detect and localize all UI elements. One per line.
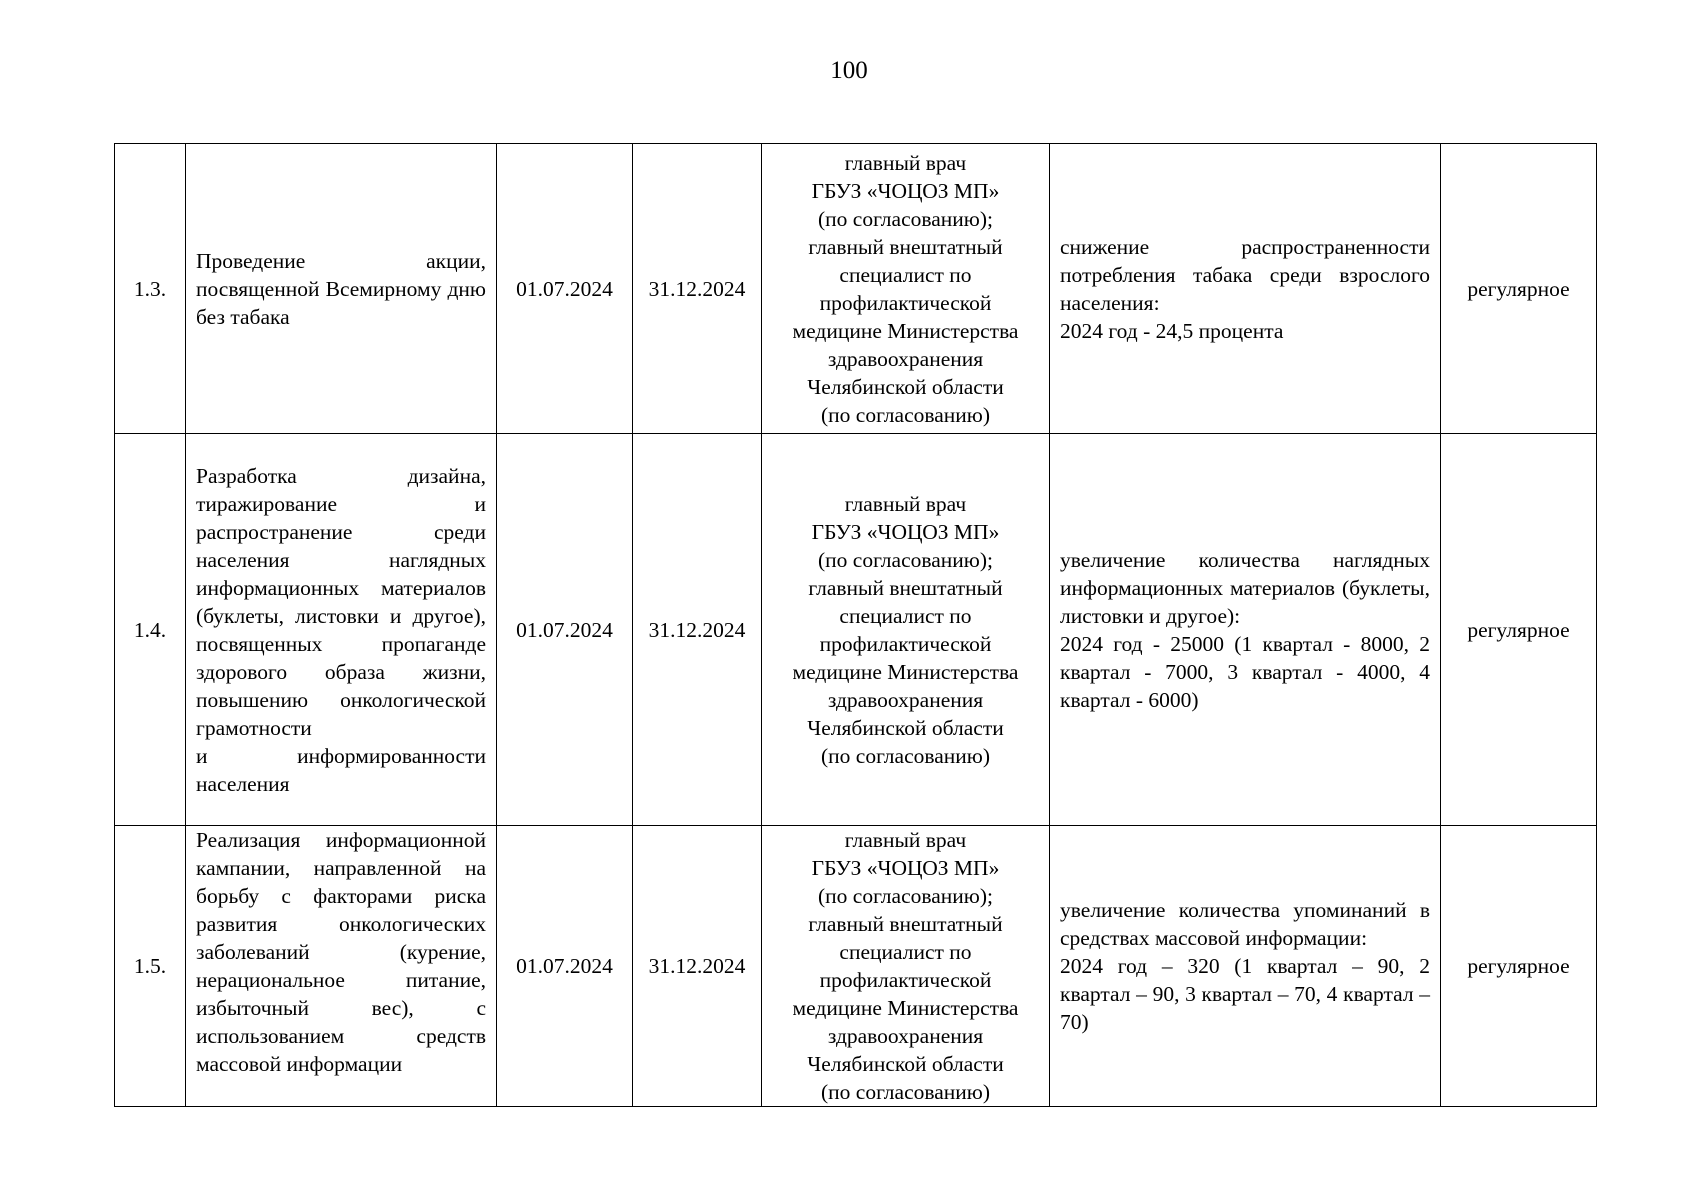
end-date: 31.12.2024 xyxy=(633,434,762,826)
responsible-line: ГБУЗ «ЧОЦОЗ МП» xyxy=(811,856,1000,880)
table-row xyxy=(115,826,1597,1107)
end-date: 31.12.2024 xyxy=(633,826,762,1107)
responsible-line: главный внештатный xyxy=(808,912,1003,936)
responsible-line: (по согласованию); xyxy=(818,547,993,572)
responsible-line: (по согласованию); xyxy=(818,884,993,908)
responsible-line: главный врач xyxy=(844,828,967,852)
responsible-cell xyxy=(762,826,1050,1107)
responsible-line: профилактической xyxy=(819,290,992,315)
activity-kind: регулярное xyxy=(1441,434,1597,826)
expected-result: снижение распространенности потребления табака среди взрослого населения: 2024 год - 24,5 процента xyxy=(1050,144,1441,434)
table-row xyxy=(115,144,1597,434)
page-number: 100 xyxy=(830,57,868,84)
activity-kind: регулярное xyxy=(1441,144,1597,434)
responsible-line: медицине Министерства xyxy=(792,996,1019,1020)
responsible-line: (по согласованию); xyxy=(818,206,993,231)
end-date: 31.12.2024 xyxy=(633,144,762,434)
responsible-line: (по согласованию) xyxy=(820,402,991,427)
responsible-line: Челябинской области xyxy=(807,374,1004,399)
activities-table xyxy=(114,143,1597,1107)
responsible-cell xyxy=(762,144,1050,434)
row-number: 1.5. xyxy=(115,826,186,1107)
responsible-cell xyxy=(762,434,1050,826)
activity-name: Проведение акции, посвященной Всемирному дню без табака xyxy=(186,144,497,434)
expected-result: увеличение количества наглядных информационных материалов (буклеты, листовки и другое): 2024 год - 25000 (1 квартал - 8000, 2 квартал - 7000, 3 квартал - 4000, 4 квартал - 6000) xyxy=(1050,434,1441,826)
activity-name: Реализация информационной кампании, направленной на борьбу с факторами риска развития онкологических заболеваний (курение, нерациональное питание, избыточный вес), с использованием средств массовой информации xyxy=(186,826,497,1107)
responsible-line: специалист по xyxy=(839,603,972,628)
responsible-line: специалист по xyxy=(839,262,972,287)
responsible-line: здравоохранения xyxy=(827,1024,984,1048)
responsible-line: здравоохранения xyxy=(827,346,984,371)
responsible-line: профилактической xyxy=(819,968,992,992)
responsible-line: главный врач xyxy=(844,491,967,516)
responsible-line: здравоохранения xyxy=(827,687,984,712)
responsible-line: ГБУЗ «ЧОЦОЗ МП» xyxy=(811,519,1000,544)
start-date: 01.07.2024 xyxy=(497,434,633,826)
responsible-line: Челябинской области xyxy=(807,1052,1004,1076)
table-row xyxy=(115,434,1597,826)
responsible-line: (по согласованию) xyxy=(820,1080,991,1104)
responsible-line: медицине Министерства xyxy=(792,318,1019,343)
start-date: 01.07.2024 xyxy=(497,144,633,434)
responsible-line: главный внештатный xyxy=(808,575,1003,600)
start-date: 01.07.2024 xyxy=(497,826,633,1107)
responsible-line: Челябинской области xyxy=(807,715,1004,740)
expected-result: увеличение количества упоминаний в средствах массовой информации: 2024 год – 320 (1 квартал – 90, 2 квартал – 90, 3 квартал – 70, 4 квартал – 70) xyxy=(1050,826,1441,1107)
responsible-line: медицине Министерства xyxy=(792,659,1019,684)
responsible-line: (по согласованию) xyxy=(820,743,991,768)
activity-name: Разработка дизайна, тиражирование и распространение среди населения наглядных информационных материалов (буклеты, листовки и другое), посвященных пропаганде здорового образа жизни, повышению онкологической грамотности и информированности населения xyxy=(186,434,497,826)
row-number: 1.4. xyxy=(115,434,186,826)
responsible-line: главный врач xyxy=(844,150,967,175)
responsible-line: главный внештатный xyxy=(808,234,1003,259)
responsible-line: ГБУЗ «ЧОЦОЗ МП» xyxy=(811,178,1000,203)
activity-kind: регулярное xyxy=(1441,826,1597,1107)
responsible-line: специалист по xyxy=(839,940,972,964)
responsible-line: профилактической xyxy=(819,631,992,656)
row-number: 1.3. xyxy=(115,144,186,434)
